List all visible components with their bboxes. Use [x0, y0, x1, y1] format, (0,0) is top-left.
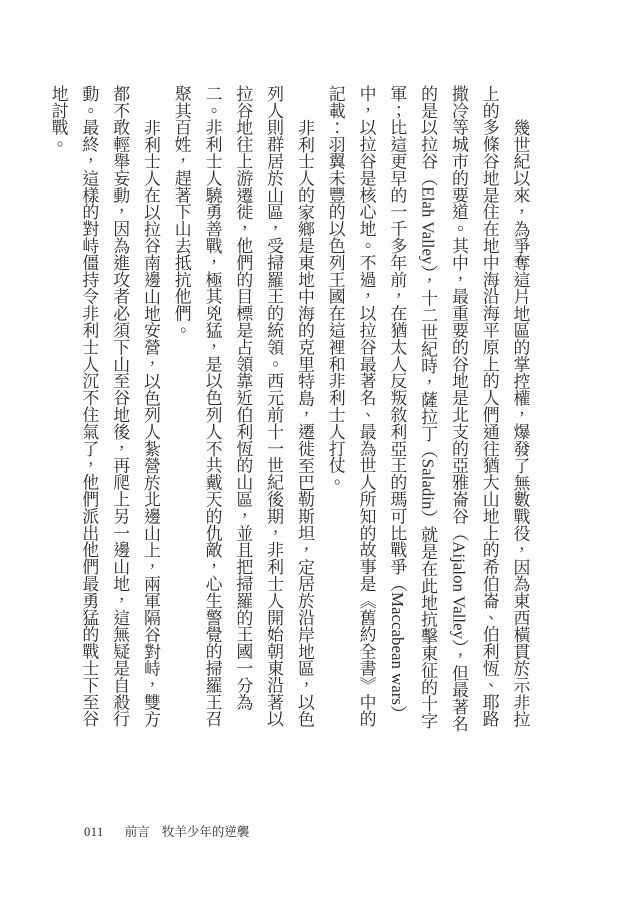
paragraph-1: 幾世紀以來，為爭奪這片地區的掌控權，爆發了無數戰役，因為東西橫貫於示非拉上的多條谷地是住在地中海沿海平原上的人們通往猶大山地上的希伯崙、伯利恆、耶路撒冷等城市的要道。其中，最重要的谷地是北支的亞雅崙谷（Aijalon Valley），但最著名的是以拉谷（Elah Valley），十二世紀時，薩拉丁（Saladin）就是在此地抗擊東征的十字軍；比這更早的一千多年前，在猶太人反叛敘利亞王的瑪可比戰爭（Maccabean wars）中，以拉谷是核心地。不過，以拉谷最著名、最為世人所知的故事是《舊約全書》中的記載：羽翼未豐的以色列王國在這裡和非利士人打仗。	[326, 85, 530, 732]
chapter-title: 牧羊少年的逆襲	[161, 825, 250, 839]
vertical-text-body	[49, 85, 535, 744]
paragraph-2: 非利士人的家鄉是東地中海的克里特島，遷徙至巴勒斯坦，定居於沿岸地區，以色列人則群居於山區，受掃羅王的統領。西元前十一世紀後期，非利士人開始朝東沿著以拉谷地往上游遷徙，他們的目標是占領靠近伯利恆的山區，並且把掃羅的王國一分為二。非利士人驍勇善戰，極其兇猛，是以色列人不共戴天的仇敵，心生警覺的掃羅王召聚其百姓，趕著下山去抵抗他們。	[172, 85, 315, 728]
section-label: 前言	[124, 825, 150, 839]
page-footer	[84, 822, 249, 840]
page-number: 011	[84, 825, 104, 839]
paragraph-3: 非利士人在以拉谷南邊山地安營，以色列人紮營於北邊山上，兩軍隔谷對峙，雙方都不敢輕舉妄動，因為進攻者必須下山至谷地後，再爬上另一邊山地，這無疑是自殺行動。最終，這樣的對峙僵持令非利士人沉不住氣了，他們派出他們最勇猛的戰士下至谷地討戰。	[49, 85, 161, 728]
